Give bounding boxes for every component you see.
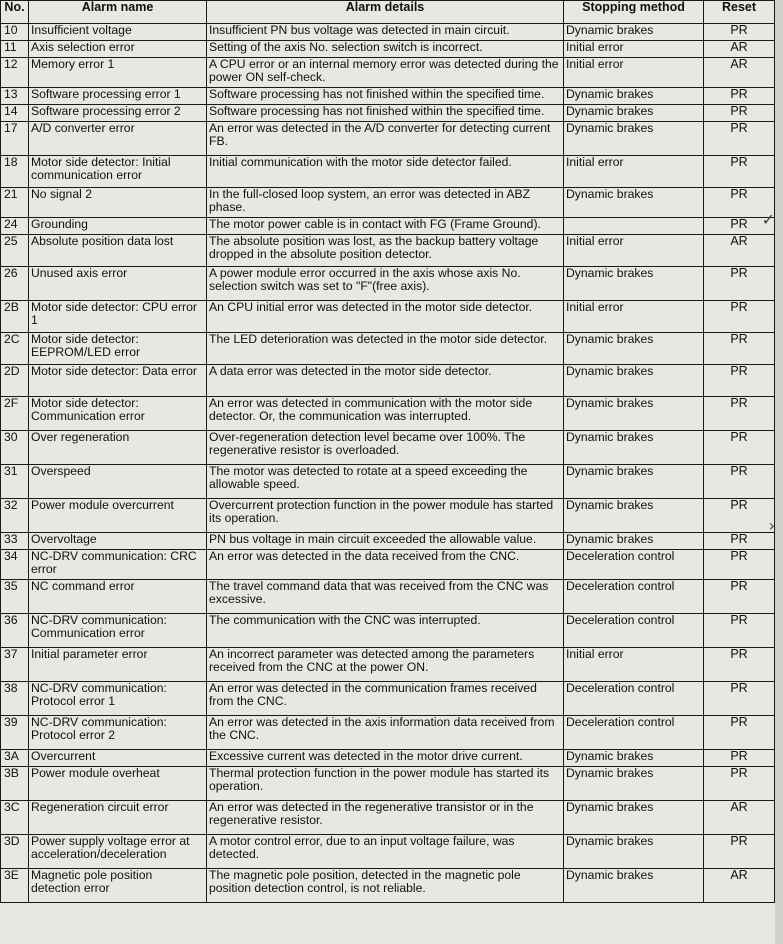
reset-type: PR (704, 333, 775, 365)
stopping-method: Initial error (564, 648, 704, 682)
alarm-name: Grounding (29, 218, 207, 235)
stopping-method: Dynamic brakes (564, 767, 704, 801)
alarm-no: 2C (1, 333, 29, 365)
alarm-details: Over-regeneration detection level became over 100%. The regenerative resistor is overloaded. (207, 431, 564, 465)
header-stopping-method: Stopping method (564, 1, 704, 24)
alarm-no: 11 (1, 41, 29, 58)
alarm-details: An error was detected in the A/D converter for detecting current FB. (207, 122, 564, 156)
stopping-method: Dynamic brakes (564, 267, 704, 301)
reset-type: PR (704, 122, 775, 156)
reset-type: PR (704, 105, 775, 122)
alarm-table-body (1, 24, 775, 903)
reset-type: PR (704, 550, 775, 580)
alarm-name: A/D converter error (29, 122, 207, 156)
alarm-no: 38 (1, 682, 29, 716)
alarm-no: 35 (1, 580, 29, 614)
alarm-details: The LED deterioration was detected in the motor side detector. (207, 333, 564, 365)
alarm-no: 13 (1, 88, 29, 105)
alarm-no: 3B (1, 767, 29, 801)
stopping-method: Dynamic brakes (564, 397, 704, 431)
stopping-method: Dynamic brakes (564, 750, 704, 767)
stopping-method: Initial error (564, 156, 704, 188)
reset-type: PR (704, 750, 775, 767)
stopping-method: Initial error (564, 41, 704, 58)
alarm-details: The motor power cable is in contact with FG (Frame Ground). (207, 218, 564, 235)
alarm-details: Software processing has not finished within the specified time. (207, 88, 564, 105)
reset-type: AR (704, 235, 775, 267)
alarm-name: NC-DRV communication: Protocol error 2 (29, 716, 207, 750)
alarm-details: An error was detected in the regenerative transistor or in the regenerative resistor. (207, 801, 564, 835)
table-row (1, 533, 775, 550)
alarm-name: Magnetic pole position detection error (29, 869, 207, 903)
alarm-no: 18 (1, 156, 29, 188)
header-no: No. (1, 1, 29, 24)
alarm-no: 31 (1, 465, 29, 499)
reset-type: PR (704, 24, 775, 41)
stopping-method: Dynamic brakes (564, 105, 704, 122)
reset-type: PR (704, 365, 775, 397)
table-row (1, 550, 775, 580)
alarm-no: 30 (1, 431, 29, 465)
stopping-method: Dynamic brakes (564, 333, 704, 365)
reset-type: PR (704, 218, 775, 235)
table-row (1, 801, 775, 835)
reset-type: PR (704, 580, 775, 614)
alarm-no: 14 (1, 105, 29, 122)
alarm-name: Over regeneration (29, 431, 207, 465)
table-row (1, 614, 775, 648)
header-alarm-name: Alarm name (29, 1, 207, 24)
alarm-details: An error was detected in the communication frames received from the CNC. (207, 682, 564, 716)
alarm-name: NC-DRV communication: Protocol error 1 (29, 682, 207, 716)
reset-type: PR (704, 533, 775, 550)
table-row (1, 41, 775, 58)
alarm-no: 39 (1, 716, 29, 750)
table-row (1, 648, 775, 682)
alarm-no: 2F (1, 397, 29, 431)
reset-type: AR (704, 58, 775, 88)
table-row (1, 397, 775, 431)
alarm-details: Insufficient PN bus voltage was detected in main circuit. (207, 24, 564, 41)
header-alarm-details: Alarm details (207, 1, 564, 24)
alarm-details: The magnetic pole position, detected in the magnetic pole position detection control, is not reliable. (207, 869, 564, 903)
alarm-no: 26 (1, 267, 29, 301)
reset-type: PR (704, 465, 775, 499)
table-row (1, 218, 775, 235)
alarm-details: Excessive current was detected in the motor drive current. (207, 750, 564, 767)
alarm-name: Insufficient voltage (29, 24, 207, 41)
alarm-details: An CPU initial error was detected in the motor side detector. (207, 301, 564, 333)
table-row (1, 465, 775, 499)
alarm-name: NC-DRV communication: CRC error (29, 550, 207, 580)
alarm-name: NC-DRV communication: Communication error (29, 614, 207, 648)
stopping-method: Initial error (564, 58, 704, 88)
alarm-name: Absolute position data lost (29, 235, 207, 267)
alarm-no: 10 (1, 24, 29, 41)
alarm-no: 33 (1, 533, 29, 550)
handwritten-margin-mark: ✓ (761, 210, 775, 229)
table-row (1, 767, 775, 801)
stopping-method: Deceleration control (564, 550, 704, 580)
alarm-details: An error was detected in communication with the motor side detector. Or, the communication was interrupted. (207, 397, 564, 431)
alarm-details: An error was detected in the axis information data received from the CNC. (207, 716, 564, 750)
reset-type: PR (704, 156, 775, 188)
stopping-method: Deceleration control (564, 682, 704, 716)
alarm-no: 25 (1, 235, 29, 267)
alarm-no: 2B (1, 301, 29, 333)
table-row (1, 188, 775, 218)
stopping-method: Deceleration control (564, 716, 704, 750)
table-row (1, 716, 775, 750)
alarm-no: 17 (1, 122, 29, 156)
table-row (1, 431, 775, 465)
table-row (1, 156, 775, 188)
alarm-name: Motor side detector: Initial communication error (29, 156, 207, 188)
stopping-method: Dynamic brakes (564, 24, 704, 41)
reset-type: PR (704, 431, 775, 465)
alarm-no: 12 (1, 58, 29, 88)
alarm-name: Overvoltage (29, 533, 207, 550)
alarm-details: The absolute position was lost, as the backup battery voltage dropped in the absolute position detector. (207, 235, 564, 267)
reset-type: PR (704, 88, 775, 105)
alarm-details: A data error was detected in the motor side detector. (207, 365, 564, 397)
stopping-method: Dynamic brakes (564, 88, 704, 105)
alarm-details: The communication with the CNC was interrupted. (207, 614, 564, 648)
alarm-name: Motor side detector: Data error (29, 365, 207, 397)
stopping-method: Dynamic brakes (564, 869, 704, 903)
table-row (1, 267, 775, 301)
stopping-method: Dynamic brakes (564, 499, 704, 533)
alarm-name: No signal 2 (29, 188, 207, 218)
table-row (1, 333, 775, 365)
table-row (1, 750, 775, 767)
table-row (1, 499, 775, 533)
alarm-details: Initial communication with the motor side detector failed. (207, 156, 564, 188)
alarm-name: Memory error 1 (29, 58, 207, 88)
alarm-details: An incorrect parameter was detected among the parameters received from the CNC at the power ON. (207, 648, 564, 682)
reset-type: PR (704, 499, 775, 533)
reset-type: PR (704, 301, 775, 333)
alarm-name: Motor side detector: EEPROM/LED error (29, 333, 207, 365)
reset-type: PR (704, 188, 775, 218)
stopping-method: Deceleration control (564, 580, 704, 614)
alarm-name: Motor side detector: Communication error (29, 397, 207, 431)
table-row (1, 682, 775, 716)
alarm-details: A motor control error, due to an input voltage failure, was detected. (207, 835, 564, 869)
table-row (1, 105, 775, 122)
stopping-method: Dynamic brakes (564, 365, 704, 397)
stopping-method (564, 218, 704, 235)
stopping-method: Initial error (564, 301, 704, 333)
alarm-details: In the full-closed loop system, an error was detected in ABZ phase. (207, 188, 564, 218)
stopping-method: Dynamic brakes (564, 188, 704, 218)
table-header-row (1, 1, 775, 24)
table-row (1, 869, 775, 903)
handwritten-margin-mark: › (768, 516, 775, 535)
stopping-method: Dynamic brakes (564, 122, 704, 156)
reset-type: PR (704, 614, 775, 648)
alarm-details: Overcurrent protection function in the power module has started its operation. (207, 499, 564, 533)
reset-type: PR (704, 767, 775, 801)
alarm-no: 3C (1, 801, 29, 835)
alarm-name: NC command error (29, 580, 207, 614)
table-row (1, 58, 775, 88)
alarm-name: Software processing error 1 (29, 88, 207, 105)
alarm-name: Axis selection error (29, 41, 207, 58)
reset-type: PR (704, 682, 775, 716)
alarm-details: The travel command data that was received from the CNC was excessive. (207, 580, 564, 614)
table-row (1, 301, 775, 333)
table-row (1, 88, 775, 105)
stopping-method: Deceleration control (564, 614, 704, 648)
alarm-name: Software processing error 2 (29, 105, 207, 122)
reset-type: AR (704, 41, 775, 58)
alarm-details: The motor was detected to rotate at a speed exceeding the allowable speed. (207, 465, 564, 499)
stopping-method: Initial error (564, 235, 704, 267)
reset-type: PR (704, 835, 775, 869)
alarm-name: Regeneration circuit error (29, 801, 207, 835)
table-row (1, 580, 775, 614)
alarm-no: 32 (1, 499, 29, 533)
reset-type: PR (704, 397, 775, 431)
alarm-details: A CPU error or an internal memory error was detected during the power ON self-check. (207, 58, 564, 88)
table-row (1, 122, 775, 156)
alarm-details: Software processing has not finished within the specified time. (207, 105, 564, 122)
reset-type: AR (704, 801, 775, 835)
alarm-details: PN bus voltage in main circuit exceeded the allowable value. (207, 533, 564, 550)
alarm-no: 21 (1, 188, 29, 218)
alarm-name: Overcurrent (29, 750, 207, 767)
alarm-no: 3D (1, 835, 29, 869)
table-row (1, 365, 775, 397)
alarm-name: Power supply voltage error at acceleration/deceleration (29, 835, 207, 869)
reset-type: PR (704, 716, 775, 750)
alarm-no: 36 (1, 614, 29, 648)
alarm-no: 2D (1, 365, 29, 397)
alarm-details: Thermal protection function in the power module has started its operation. (207, 767, 564, 801)
stopping-method: Dynamic brakes (564, 431, 704, 465)
alarm-details: A power module error occurred in the axis whose axis No. selection switch was set to "F"(free axis). (207, 267, 564, 301)
stopping-method: Dynamic brakes (564, 801, 704, 835)
reset-type: PR (704, 648, 775, 682)
table-row (1, 235, 775, 267)
stopping-method: Dynamic brakes (564, 465, 704, 499)
table-row (1, 24, 775, 41)
header-reset: Reset (704, 1, 775, 24)
alarm-details: An error was detected in the data received from the CNC. (207, 550, 564, 580)
alarm-details: Setting of the axis No. selection switch is incorrect. (207, 41, 564, 58)
stopping-method: Dynamic brakes (564, 533, 704, 550)
alarm-no: 3E (1, 869, 29, 903)
alarm-name: Power module overcurrent (29, 499, 207, 533)
alarm-name: Power module overheat (29, 767, 207, 801)
reset-type: AR (704, 869, 775, 903)
alarm-name: Overspeed (29, 465, 207, 499)
reset-type: PR (704, 267, 775, 301)
alarm-no: 24 (1, 218, 29, 235)
alarm-name: Unused axis error (29, 267, 207, 301)
stopping-method: Dynamic brakes (564, 835, 704, 869)
table-row (1, 835, 775, 869)
alarm-no: 37 (1, 648, 29, 682)
alarm-name: Motor side detector: CPU error 1 (29, 301, 207, 333)
alarm-no: 34 (1, 550, 29, 580)
alarm-no: 3A (1, 750, 29, 767)
alarm-name: Initial parameter error (29, 648, 207, 682)
